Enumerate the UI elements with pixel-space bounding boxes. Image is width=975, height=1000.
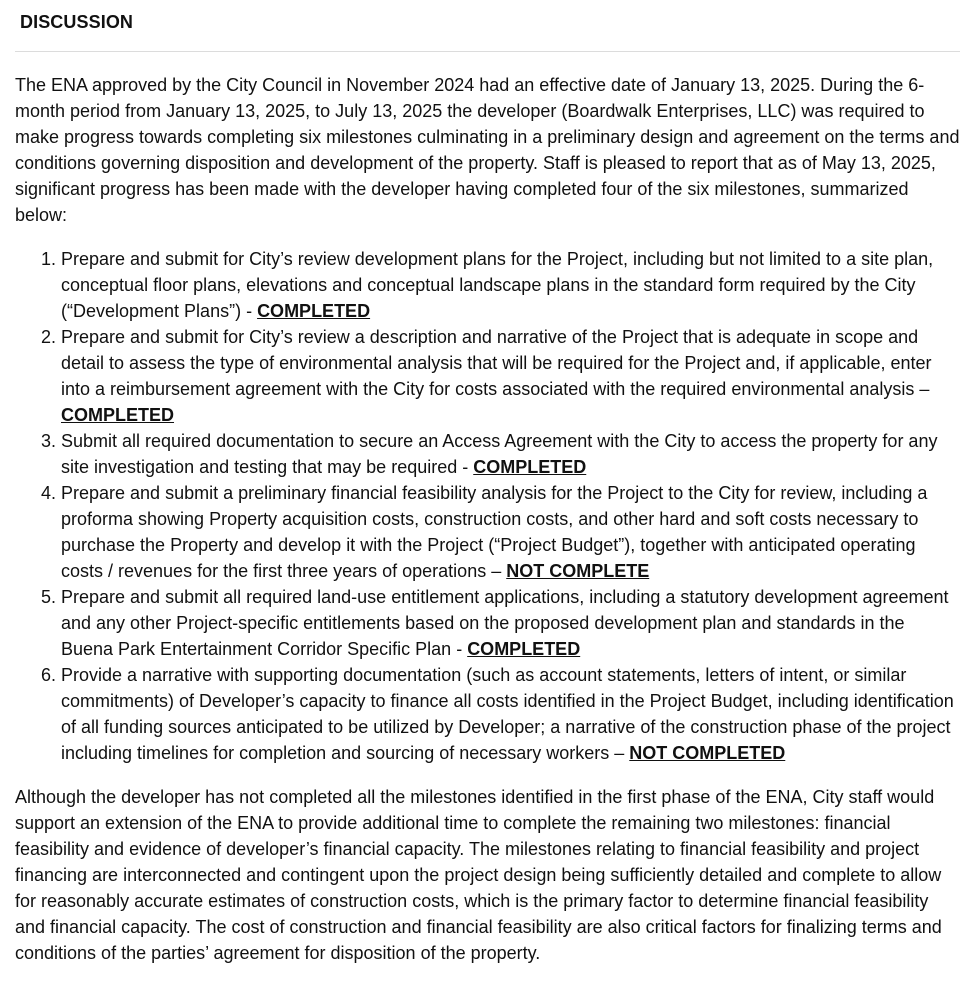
milestone-text: Prepare and submit for City’s review a description and narrative of the Project that is adequate in scope and detail to assess the type of environmental analysis that will be required for the Project and, if applicable, enter into a reimbursement agreement with the City for costs associated with the required environmental analysis –	[61, 327, 932, 399]
milestone-status: COMPLETED	[473, 457, 587, 477]
milestone-status: COMPLETED	[467, 639, 581, 659]
intro-paragraph: The ENA approved by the City Council in November 2024 had an effective date of January 13, 2025. During the 6-month period from January 13, 2025, to July 13, 2025 the developer (Boardwalk Enterprises, LLC) was required to make progress towards completing six milestones culminating in a preliminary design and agreement on the terms and conditions governing disposition and development of the property. Staff is pleased to report that as of May 13, 2025, significant progress has been made with the developer having completed four of the six milestones, summarized below:	[15, 75, 960, 225]
conclusion-paragraph: Although the developer has not completed all the milestones identified in the first phase of the ENA, City staff would support an extension of the ENA to provide additional time to complete the remaining two milestones: financial feasibility and evidence of developer’s financial capacity. The milestones relating to financial feasibility and project financing are interconnected and contingent upon the project design being sufficiently detailed and complete to allow for reasonably accurate estimates of construction costs, which is the primary factor to determine financial feasibility and financial capacity. The cost of construction and financial feasibility are also critical factors for finalizing terms and conditions of the parties’ agreement for disposition of the property.	[15, 787, 942, 963]
milestone-status: COMPLETED	[61, 405, 175, 425]
milestone-item	[61, 480, 960, 584]
milestone-item	[61, 662, 960, 766]
milestone-item	[61, 584, 960, 662]
section-heading: DISCUSSION	[20, 12, 134, 32]
milestone-list	[15, 246, 960, 766]
milestone-status: NOT COMPLETED	[629, 743, 786, 763]
heading-divider	[15, 51, 960, 52]
milestone-text: Prepare and submit a preliminary financial feasibility analysis for the Project to the City for review, including a proforma showing Property acquisition costs, construction costs, and other hard and soft costs necessary to purchase the Property and develop it with the Project (“Project Budget”), together with anticipated operating costs / revenues for the first three years of operations –	[61, 483, 928, 581]
milestone-text: Prepare and submit all required land-use entitlement applications, including a statutory development agreement and any other Project-specific entitlements based on the proposed development plan and standards in the Buena Park Entertainment Corridor Specific Plan -	[61, 587, 949, 659]
milestone-text: Submit all required documentation to secure an Access Agreement with the City to access the property for any site investigation and testing that may be required -	[61, 431, 938, 477]
milestone-status: NOT COMPLETE	[506, 561, 650, 581]
milestone-text: Provide a narrative with supporting documentation (such as account statements, letters of intent, or similar commitments) of Developer’s capacity to finance all costs identified in the Project Budget, including identification of all funding sources anticipated to be utilized by Developer; a narrative of the construction phase of the project including timelines for completion and sourcing of necessary workers –	[61, 665, 954, 763]
milestone-text: Prepare and submit for City’s review development plans for the Project, including but not limited to a site plan, conceptual floor plans, elevations and conceptual landscape plans in the standard form required by the City (“Development Plans”) -	[61, 249, 934, 321]
milestone-item	[61, 246, 960, 324]
milestone-status: COMPLETED	[257, 301, 371, 321]
milestone-item	[61, 428, 960, 480]
milestone-item	[61, 324, 960, 428]
